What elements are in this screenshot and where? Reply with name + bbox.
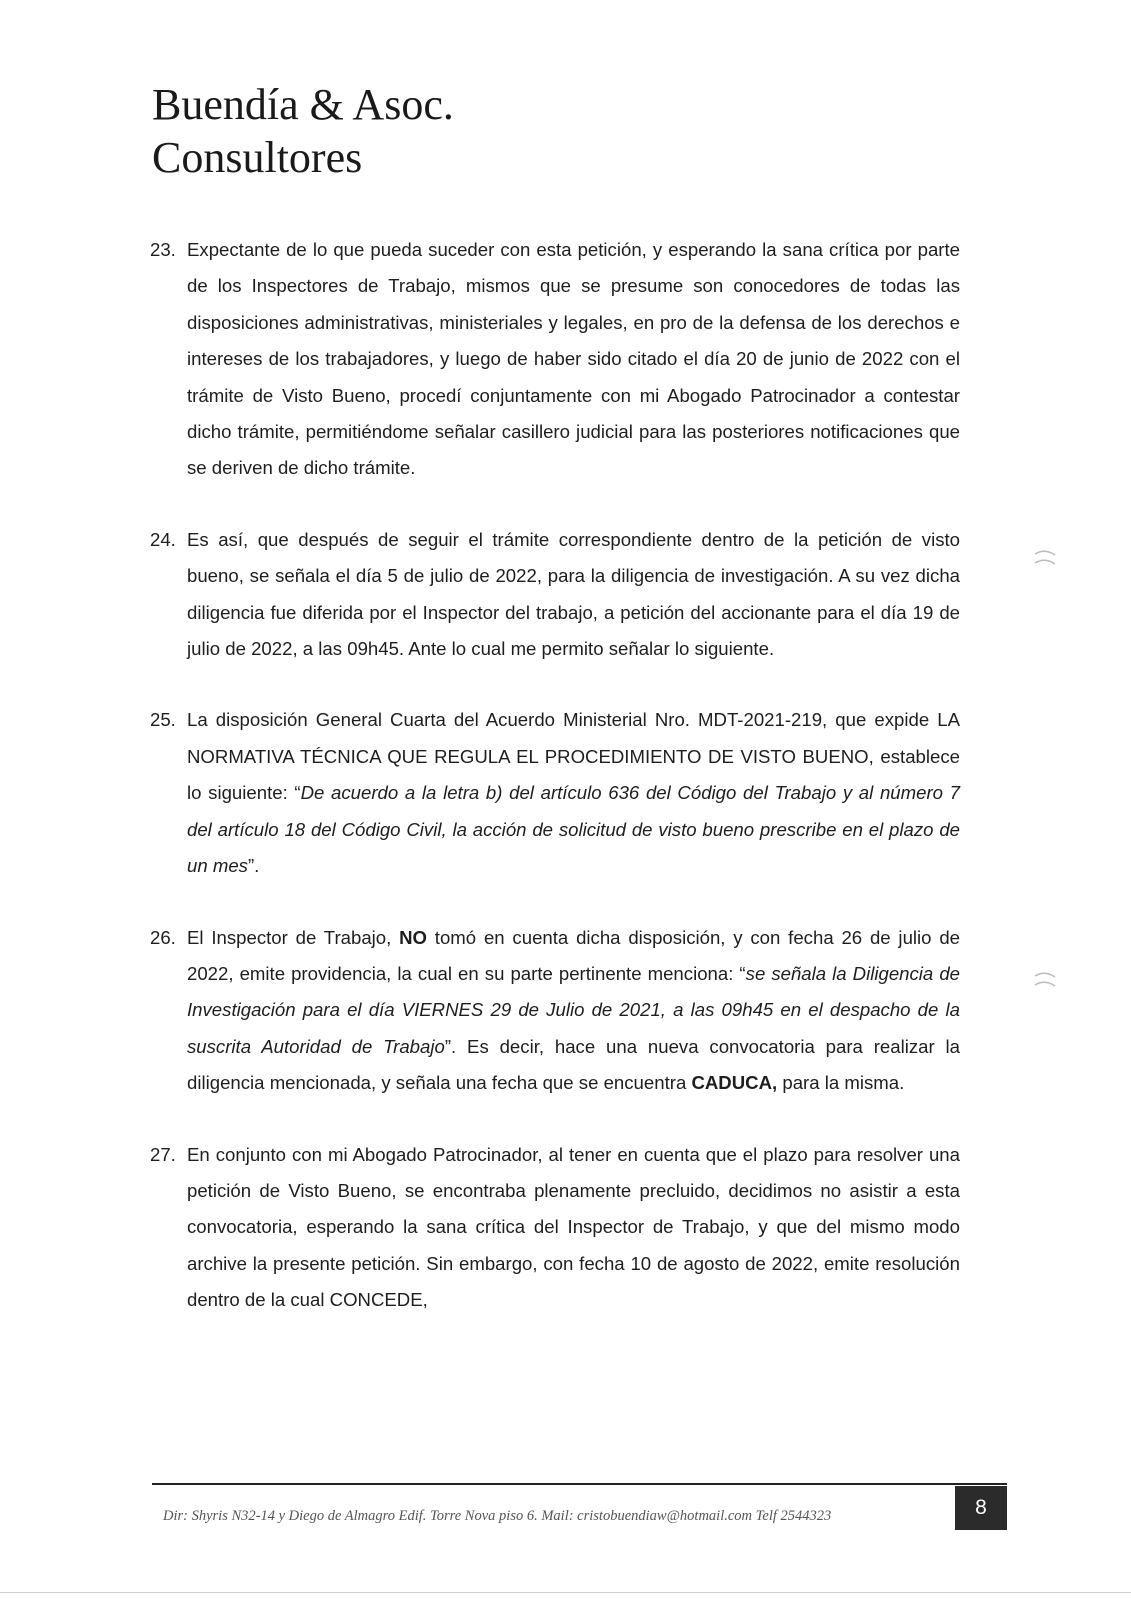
scan-artifact-icon (1032, 970, 1058, 992)
paragraph-text-end: para la misma. (777, 1072, 905, 1094)
numbered-paragraph-23 (150, 232, 960, 487)
paragraph-number: 26. (150, 926, 176, 948)
paragraph-text-after: ”. (247, 855, 260, 877)
paragraph-text (187, 920, 960, 1102)
bold-emphasis-no: NO (399, 926, 427, 948)
paragraph-number: 27. (150, 1143, 176, 1165)
letterhead (152, 78, 454, 184)
paragraph-text-before: La disposición General Cuarta del Acuerdo Ministerial Nro. MDT-2021-219, que expide LA NORMATIVA TÉCNICA QUE REGULA EL PROCEDIMIENTO DE VISTO BUENO, establece lo siguiente: “ (187, 709, 960, 804)
page-number-badge (955, 1486, 1007, 1530)
paragraph-text: Es así, que después de seguir el trámite correspondiente dentro de la petición de visto bueno, se señala el día 5 de julio de 2022, para la diligencia de investigación. A su vez dicha diligencia fue diferida por el Inspector del trabajo, a petición del accionante para el día 19 de julio de 2022, a las 09h45. Ante lo cual me permito señalar lo siguiente. (187, 528, 960, 660)
paragraph-number: 25. (150, 709, 176, 731)
numbered-paragraph-25 (150, 702, 960, 884)
page-number: 8 (975, 1496, 987, 1519)
scan-artifact-icon (1032, 548, 1058, 570)
letterhead-firm-subtitle: Consultores (152, 133, 363, 182)
numbered-paragraph-24 (150, 522, 960, 668)
letterhead-firm-name: Buendía & Asoc. (152, 80, 454, 129)
paragraph-text (187, 702, 960, 884)
footer-divider (152, 1483, 1007, 1485)
paragraph-text-middle: tomó en cuenta dicha disposición, y con fecha 26 de julio de 2022, emite providencia, la cual en su parte pertinente menciona: “ (187, 926, 960, 984)
paragraph-text: En conjunto con mi Abogado Patrocinador, al tener en cuenta que el plazo para resolver una petición de Visto Bueno, se encontraba plenamente precluido, decidimos no asistir a esta convocatoria, esperando la sana crítica del Inspector de Trabajo, y que del mismo modo archive la presente petición. Sin embargo, con fecha 10 de agosto de 2022, emite resolución dentro de la cual CONCEDE, (187, 1143, 960, 1311)
paragraph-number: 24. (150, 528, 176, 550)
scan-bottom-edge (0, 1592, 1131, 1593)
footer-address: Dir: Shyris N32-14 y Diego de Almagro Edif. Torre Nova piso 6. Mail: cristobuendiaw@hotmail.com Telf 2544323 (163, 1508, 832, 1524)
numbered-paragraph-27 (150, 1137, 960, 1319)
numbered-paragraph-26 (150, 920, 960, 1102)
bold-emphasis-caduca: CADUCA, (691, 1072, 778, 1094)
paragraph-text-before: El Inspector de Trabajo, (187, 926, 400, 948)
document-body (150, 232, 960, 1354)
paragraph-text: Expectante de lo que pueda suceder con esta petición, y esperando la sana crítica por parte de los Inspectores de Trabajo, mismos que se presume son conocedores de todas las disposiciones administrativas, ministeriales y legales, en pro de la defensa de los derechos e intereses de los trabajadores, y luego de haber sido citado el día 20 de junio de 2022 con el trámite de Visto Bueno, procedí conjuntamente con mi Abogado Patrocinador a contestar dicho trámite, permitiéndome señalar casillero judicial para las posteriores notificaciones que se deriven de dicho trámite. (187, 239, 960, 479)
paragraph-text-after: ”. Es decir, hace una nueva convocatoria para realizar la diligencia mencionada, y señala una fecha que se encuentra (187, 1035, 960, 1094)
quoted-text: De acuerdo a la letra b) del artículo 636 del Código del Trabajo y al número 7 del artículo 18 del Código Civil, la acción de solicitud de visto bueno prescribe en el plazo de un mes (187, 782, 961, 877)
quoted-text: se señala la Diligencia de Investigación para el día VIERNES 29 de Julio de 2021, a las 09h45 en el despacho de la suscrita Autoridad de Trabajo (187, 962, 960, 1057)
paragraph-number: 23. (150, 239, 176, 260)
